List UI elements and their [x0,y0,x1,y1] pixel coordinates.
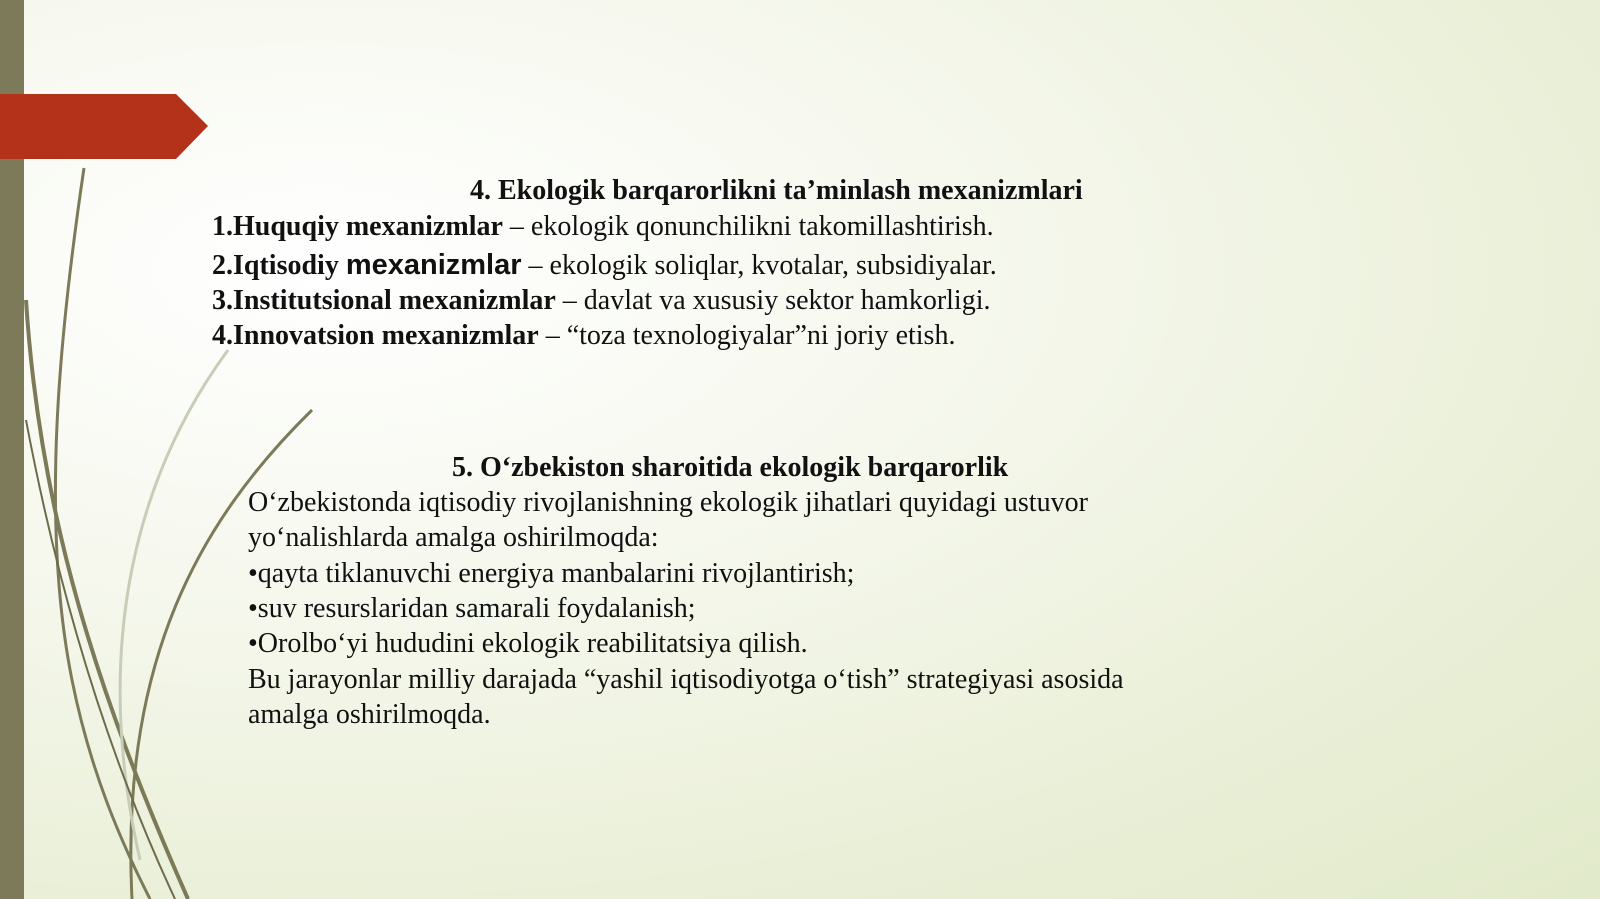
mechanism-item-4-name: Innovatsion mexanizmlar [233,320,539,351]
mechanism-item-1-desc: – ekologik qonunchilikni takomillashtirish. [502,211,994,242]
section5-title: 5. O‘zbekiston sharoitida ekologik barqarorlik [452,452,1009,483]
bullet-item: •Orolbo‘yi hududini ekologik reabilitatsiya qilish. [248,628,808,659]
mechanism-item-4-desc: – “toza texnologiyalar”ni joriy etish. [538,320,956,351]
mechanism-item-2-desc: – ekologik soliqlar, kvotalar, subsidiyalar. [521,250,997,281]
section5-outro-line1: Bu jarayonlar milliy darajada “yashil iqtisodiyotga o‘tish” strategiyasi asosida [248,664,1124,695]
mechanism-item-3-num: 3. [212,285,233,316]
mechanism-item-3-name: Institutsional mexanizmlar [233,285,556,316]
mechanism-item-1-num: 1. [212,211,233,242]
mechanism-item-4-num: 4. [212,320,233,351]
mechanism-item-2-name-sans: mexanizmlar [345,249,522,281]
mechanism-item-3-desc: – davlat va xususiy sektor hamkorligi. [555,285,991,316]
bullet-item: •suv resurslaridan samarali foydalanish; [248,593,696,624]
section5-intro-line2: yo‘nalishlarda amalga oshirilmoqda: [248,522,659,553]
mechanism-item-2-name: Iqtisodiy [233,250,346,281]
mechanism-item-1 [212,211,994,243]
mechanism-item-3 [212,285,991,317]
mechanism-item-4 [212,320,955,352]
mechanism-item-2 [212,249,997,282]
section5-intro-line1: O‘zbekistonda iqtisodiy rivojlanishning ekologik jihatlari quyidagi ustuvor [248,487,1088,518]
mechanism-item-1-name: Huquqiy mexanizmlar [233,211,503,242]
section5-outro-line2: amalga oshirilmoqda. [248,699,491,730]
mechanism-item-2-num: 2. [212,250,233,281]
section4-title: 4. Ekologik barqarorlikni ta’minlash mexanizmlari [470,175,1083,206]
bullet-item: •qayta tiklanuvchi energiya manbalarini rivojlantirish; [248,558,855,589]
